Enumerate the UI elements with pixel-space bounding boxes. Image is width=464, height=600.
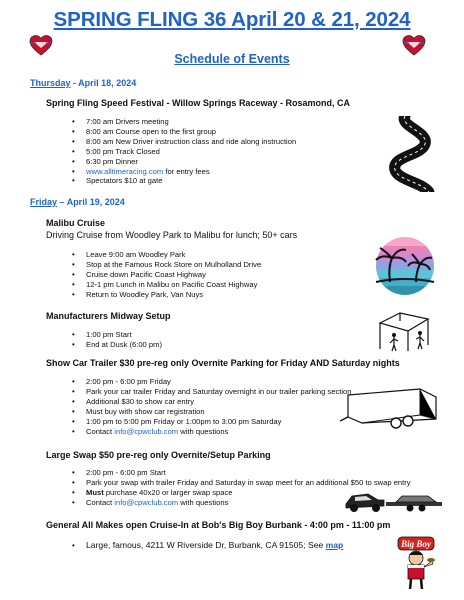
event-item-list bbox=[72, 117, 296, 186]
contact-suffix: with questions bbox=[178, 497, 229, 507]
list-item: • 1:00 pm Start bbox=[72, 330, 162, 340]
list-item: • 1:00 pm to 5:00 pm Friday or 1:00pm to 3:00 pm Saturday bbox=[72, 417, 351, 427]
event-title: Malibu Cruise bbox=[46, 218, 106, 228]
list-item: • Return to Woodley Park, Van Nuys bbox=[72, 290, 261, 300]
list-item: • 12-1 pm Lunch in Malibu on Pacific Coast Highway bbox=[72, 280, 261, 290]
event-item-list bbox=[72, 250, 261, 300]
cruisein-address: Large, famous, 4211 W Riverside Dr, Burbank, CA 91505; See bbox=[86, 540, 326, 550]
event-title: Show Car Trailer $30 pre-reg only Overnite Parking for Friday AND Saturday nights bbox=[46, 358, 400, 368]
canopy-tent-image bbox=[372, 309, 434, 353]
list-item: • 2:00 pm - 6:00 pm Start bbox=[72, 468, 411, 478]
big-boy-logo bbox=[396, 536, 436, 592]
truck-trailer-image bbox=[344, 488, 444, 514]
event-title: General All Makes open Cruise-In at Bob's Big Boy Burbank - 4:00 pm - 11:00 pm bbox=[46, 520, 391, 530]
event-item-list bbox=[72, 377, 351, 436]
map-link[interactable]: map bbox=[325, 540, 344, 550]
link-suffix: for entry fees bbox=[163, 166, 210, 176]
svg-text:Big Boy: Big Boy bbox=[401, 539, 431, 549]
list-item: • 8:00 am New Driver instruction class and ride along instruction bbox=[72, 137, 296, 147]
contact-prefix: Contact bbox=[86, 426, 115, 436]
event-description: Driving Cruise from Woodley Park to Malibu for lunch; 50+ cars bbox=[46, 230, 298, 240]
list-item: • Must buy with show car registration bbox=[72, 407, 351, 417]
event-item-list bbox=[72, 540, 343, 551]
page-subtitle: Schedule of Events bbox=[174, 52, 290, 66]
list-item bbox=[72, 427, 351, 437]
page-title: SPRING FLING 36 April 20 & 21, 2024 bbox=[53, 8, 411, 31]
contact-email-link[interactable]: info@cpwclub.com bbox=[114, 426, 179, 436]
contact-email-link[interactable]: info@cpwclub.com bbox=[114, 497, 179, 507]
list-item: • Park your car trailer Friday and Saturday overnight in our trailer parking section bbox=[72, 387, 351, 397]
list-item bbox=[72, 167, 296, 177]
event-title: Manufacturers Midway Setup bbox=[46, 311, 171, 321]
contact-prefix: Contact bbox=[86, 497, 115, 507]
contact-suffix: with questions bbox=[178, 426, 229, 436]
day-name: Thursday bbox=[30, 78, 71, 88]
day-heading-thursday bbox=[30, 78, 136, 88]
event-title: Spring Fling Speed Festival - Willow Springs Raceway - Rosamond, CA bbox=[46, 98, 350, 108]
list-item: • 5:00 pm Track Closed bbox=[72, 147, 296, 157]
event-title: Large Swap $50 pre-reg only Overnite/Setup Parking bbox=[46, 450, 271, 460]
enclosed-trailer-image bbox=[340, 385, 440, 431]
list-item: • 2:00 pm - 6:00 pm Friday bbox=[72, 377, 351, 387]
list-item: • End at Dusk (6:00 pm) bbox=[72, 340, 162, 350]
day-date: – April 19, 2024 bbox=[57, 197, 125, 207]
racing-link[interactable]: www.alltimeracing.com bbox=[86, 166, 164, 176]
list-item: • 6:30 pm Dinner bbox=[72, 157, 296, 167]
day-name: Friday bbox=[30, 197, 58, 207]
big-boy-figure-icon bbox=[396, 536, 436, 592]
must-label: Must bbox=[86, 487, 104, 497]
list-item: • 8:00 am Course open to the first group bbox=[72, 127, 296, 137]
must-text: purchase 40x20 or larger swap space bbox=[103, 487, 233, 497]
list-item: • Leave 9:00 am Woodley Park bbox=[72, 250, 261, 260]
list-item: • Stop at the Famous Rock Store on Mulholland Drive bbox=[72, 260, 261, 270]
list-item: • Park your swap with trailer Friday and Saturday in swap meet for an additional $50 to swap entry bbox=[72, 478, 411, 488]
list-item: • 7:00 am Drivers meeting bbox=[72, 117, 296, 127]
list-item: • Spectators $10 at gate bbox=[72, 176, 296, 186]
list-item: • Additional $30 to show car entry bbox=[72, 397, 351, 407]
event-item-list bbox=[72, 330, 162, 350]
list-item: • Cruise down Pacific Coast Highway bbox=[72, 270, 261, 280]
day-date: - April 18, 2024 bbox=[70, 78, 137, 88]
sunset-palm-image bbox=[370, 236, 440, 296]
winding-road-image bbox=[385, 116, 443, 192]
day-heading-friday bbox=[30, 197, 125, 207]
list-item bbox=[72, 540, 343, 551]
